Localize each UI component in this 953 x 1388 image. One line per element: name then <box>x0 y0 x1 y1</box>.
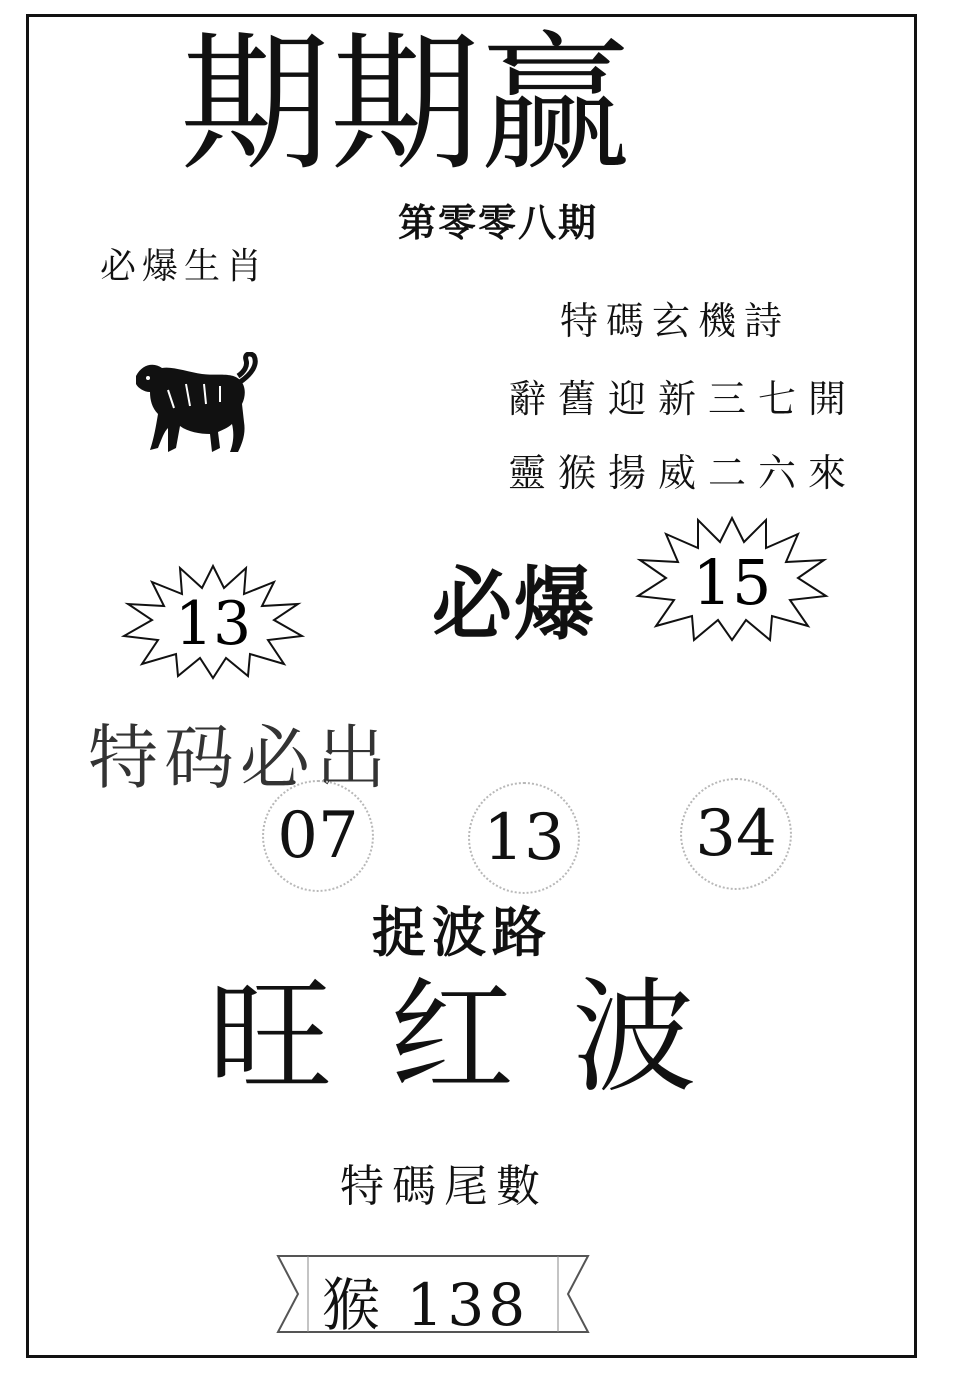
number-circle: 34 <box>680 778 792 890</box>
tail-value: 猴 138 <box>322 1271 530 1339</box>
burst-left-number: 13 <box>174 589 252 659</box>
zodiac-label: 必爆生肖 <box>100 246 269 287</box>
burst-badge-right <box>632 512 832 644</box>
number-circle: 07 <box>262 780 374 892</box>
poem-title: 特碼玄機詩 <box>560 299 791 343</box>
bibao-label: 必爆 <box>432 558 596 651</box>
page-title: 期期赢 <box>180 18 631 192</box>
issue-number: 第零零八期 <box>398 200 599 245</box>
wave-value: 旺红波 <box>208 966 755 1110</box>
poem-line: 靈猴揚威二六來 <box>508 451 859 495</box>
number-circle: 13 <box>468 782 580 894</box>
wave-label: 捉波路 <box>372 901 552 964</box>
poem-line: 辭舊迎新三七開 <box>508 377 859 421</box>
must-out-label: 特码必出 <box>88 717 392 799</box>
tiger-icon <box>128 352 268 466</box>
burst-right-number: 15 <box>692 546 772 619</box>
burst-badge-left <box>118 560 308 680</box>
tail-label: 特碼尾數 <box>340 1161 548 1212</box>
